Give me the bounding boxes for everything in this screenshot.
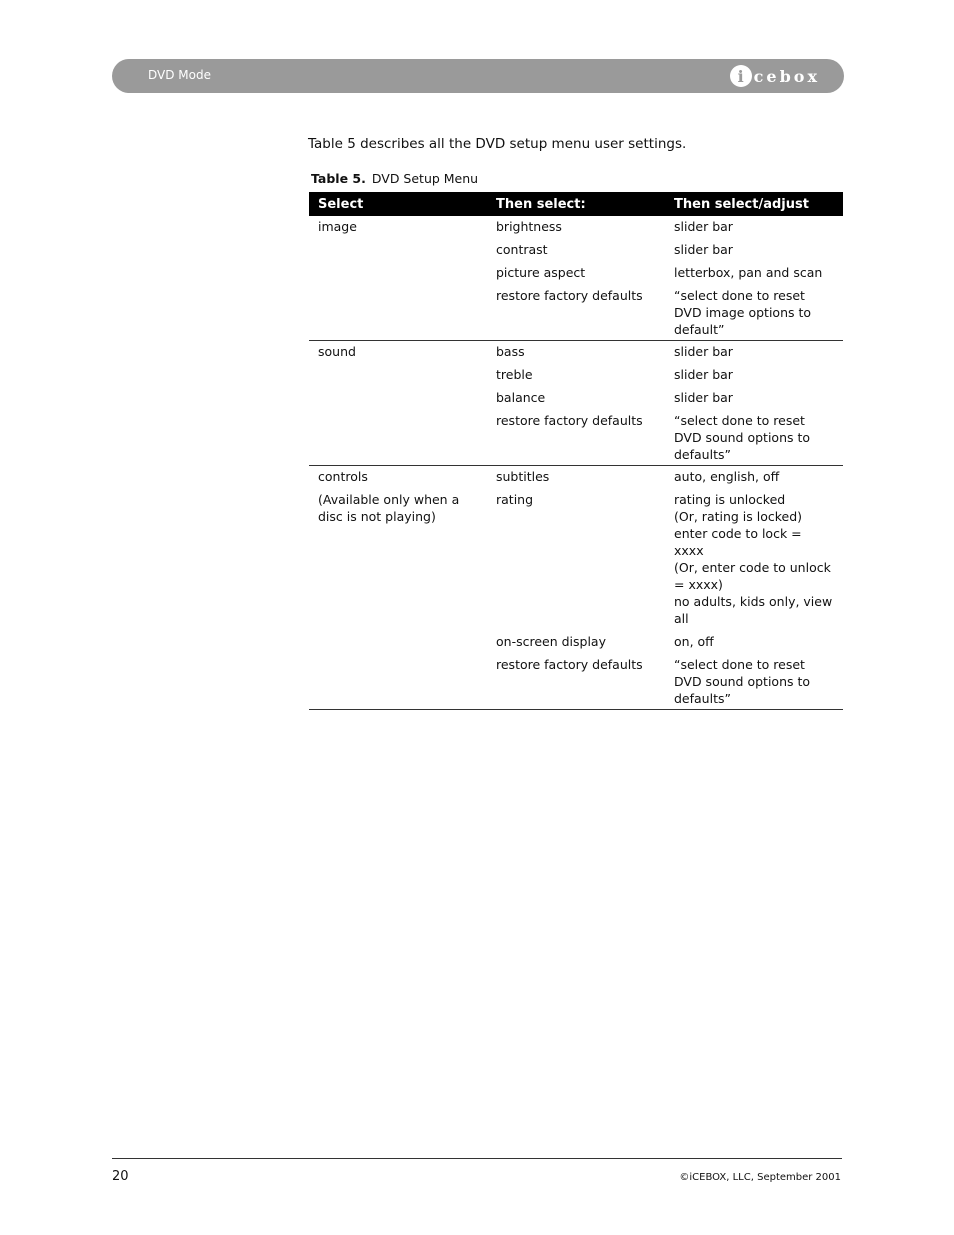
table-row — [309, 654, 843, 710]
adjust-line: enter code to lock = xxxx — [674, 526, 802, 558]
logo-text: cebox — [753, 66, 820, 86]
adjust-cell: on, off — [674, 634, 714, 649]
intro-paragraph: Table 5 describes all the DVD setup menu user settings. — [308, 136, 687, 152]
select-cell: controls — [318, 469, 368, 484]
header-bar — [112, 59, 844, 93]
adjust-cell: “select done to reset DVD sound options to defaults” — [665, 654, 843, 710]
option-cell: subtitles — [496, 469, 550, 484]
adjust-line: (Or, enter code to unlock = xxxx) — [674, 560, 831, 592]
table-header-row — [309, 192, 843, 216]
option-cell: restore factory defaults — [487, 410, 665, 466]
option-cell: treble — [496, 367, 533, 382]
table-row — [309, 285, 843, 341]
option-cell: bass — [496, 344, 525, 359]
adjust-cell — [665, 489, 843, 631]
copyright: ©iCEBOX, LLC, September 2001 — [679, 1172, 841, 1183]
page-number: 20 — [112, 1169, 129, 1184]
adjust-cell: slider bar — [674, 367, 733, 382]
table-row — [309, 216, 843, 239]
table-row — [309, 489, 843, 631]
table-caption-label: Table 5. — [311, 171, 366, 186]
section-title: DVD Mode — [148, 68, 211, 82]
table-caption — [311, 171, 478, 186]
adjust-cell: auto, english, off — [674, 469, 780, 484]
table-row — [309, 631, 843, 654]
adjust-cell: “select done to reset DVD sound options to defaults” — [665, 410, 843, 466]
footer-divider — [112, 1158, 842, 1159]
dvd-setup-table — [309, 192, 843, 710]
option-cell: brightness — [496, 219, 562, 234]
column-header-then-select: Then select: — [487, 192, 665, 216]
adjust-cell: slider bar — [674, 344, 733, 359]
icebox-logo — [730, 64, 820, 88]
option-cell: picture aspect — [496, 265, 586, 280]
table-row — [309, 341, 843, 365]
adjust-cell: letterbox, pan and scan — [674, 265, 823, 280]
option-cell: rating — [496, 492, 534, 507]
adjust-line: rating is unlocked — [674, 492, 786, 507]
option-cell: restore factory defaults — [487, 285, 665, 341]
option-cell: contrast — [496, 242, 548, 257]
table-row — [309, 387, 843, 410]
table-row — [309, 239, 843, 262]
logo-initial: i — [730, 65, 752, 87]
table-row — [309, 466, 843, 490]
option-cell: on-screen display — [496, 634, 606, 649]
adjust-line: no adults, kids only, view all — [674, 594, 833, 626]
option-cell: balance — [496, 390, 546, 405]
table-row — [309, 364, 843, 387]
select-note-cell: (Available only when a disc is not playing) — [318, 492, 460, 524]
adjust-cell: “select done to reset DVD image options to default” — [665, 285, 843, 341]
adjust-cell: slider bar — [674, 219, 733, 234]
adjust-line: (Or, rating is locked) — [674, 509, 803, 524]
select-cell: image — [318, 219, 357, 234]
column-header-then-adjust: Then select/adjust — [665, 192, 843, 216]
table-row — [309, 262, 843, 285]
option-cell: restore factory defaults — [487, 654, 665, 710]
adjust-cell: slider bar — [674, 390, 733, 405]
table-row — [309, 410, 843, 466]
adjust-cell: slider bar — [674, 242, 733, 257]
select-cell: sound — [318, 344, 356, 359]
table-caption-title: DVD Setup Menu — [371, 171, 479, 186]
column-header-select: Select — [309, 192, 487, 216]
